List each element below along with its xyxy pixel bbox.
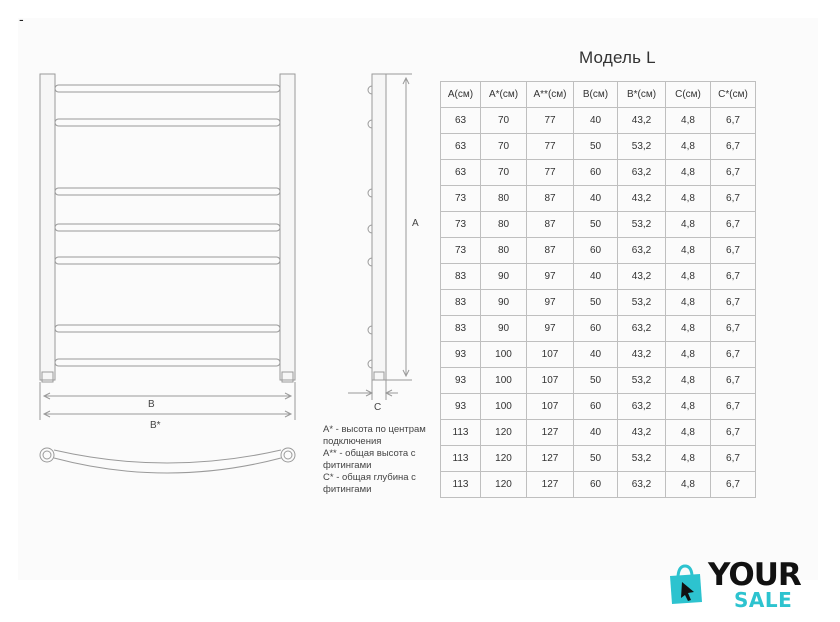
table-cell: 97	[527, 316, 574, 342]
table-cell: 6,7	[711, 212, 756, 238]
table-cell: 6,7	[711, 186, 756, 212]
table-row	[441, 472, 756, 498]
table-cell: 6,7	[711, 238, 756, 264]
table-cell: 107	[527, 368, 574, 394]
column-header: B*(см)	[618, 82, 666, 108]
table-cell: 43,2	[618, 108, 666, 134]
table-cell: 6,7	[711, 420, 756, 446]
side-post	[372, 74, 386, 380]
table-cell: 53,2	[618, 134, 666, 160]
table-row	[441, 264, 756, 290]
table-cell: 83	[441, 264, 481, 290]
logo-word-sale: SALE	[734, 588, 793, 612]
table-cell: 53,2	[618, 290, 666, 316]
table-cell: 6,7	[711, 342, 756, 368]
table-cell: 40	[574, 108, 618, 134]
table-header-row	[441, 82, 756, 108]
table-cell: 53,2	[618, 368, 666, 394]
column-header: A**(см)	[527, 82, 574, 108]
table-cell: 6,7	[711, 316, 756, 342]
table-cell: 83	[441, 290, 481, 316]
table-cell: 43,2	[618, 186, 666, 212]
table-cell: 4,8	[666, 290, 711, 316]
table-cell: 63,2	[618, 238, 666, 264]
dim-c-label: C	[374, 402, 382, 413]
table-cell: 4,8	[666, 238, 711, 264]
table-cell: 120	[481, 472, 527, 498]
table-cell: 73	[441, 238, 481, 264]
table-cell: 127	[527, 446, 574, 472]
table-cell: 93	[441, 342, 481, 368]
table-cell: 4,8	[666, 368, 711, 394]
dim-b-label: B	[148, 399, 155, 410]
column-header: C*(см)	[711, 82, 756, 108]
yoursale-logo	[664, 556, 814, 614]
legend-note: C* - общая глубина с фитингами	[323, 472, 416, 495]
table-cell: 63	[441, 160, 481, 186]
table-cell: 97	[527, 290, 574, 316]
table-cell: 107	[527, 394, 574, 420]
table-cell: 6,7	[711, 290, 756, 316]
table-cell: 127	[527, 420, 574, 446]
table-cell: 120	[481, 420, 527, 446]
table-cell: 93	[441, 394, 481, 420]
column-header: B(см)	[574, 82, 618, 108]
table-cell: 43,2	[618, 342, 666, 368]
table-cell: 4,8	[666, 264, 711, 290]
table-cell: 93	[441, 368, 481, 394]
table-cell: 77	[527, 134, 574, 160]
table-row	[441, 420, 756, 446]
table-cell: 4,8	[666, 394, 711, 420]
table-cell: 63	[441, 108, 481, 134]
table-cell: 60	[574, 238, 618, 264]
table-row	[441, 108, 756, 134]
left-post	[40, 74, 55, 380]
table-cell: 4,8	[666, 212, 711, 238]
table-row	[441, 368, 756, 394]
table-cell: 6,7	[711, 264, 756, 290]
table-row	[441, 238, 756, 264]
table-cell: 100	[481, 394, 527, 420]
table-cell: 4,8	[666, 446, 711, 472]
table-cell: 60	[574, 394, 618, 420]
table-cell: 4,8	[666, 134, 711, 160]
table-cell: 40	[574, 342, 618, 368]
table-body	[441, 108, 756, 498]
legend-notes	[323, 424, 441, 496]
column-header: C(см)	[666, 82, 711, 108]
table-cell: 60	[574, 316, 618, 342]
table-cell: 6,7	[711, 134, 756, 160]
table-cell: 4,8	[666, 342, 711, 368]
table-row	[441, 290, 756, 316]
dimensions-table	[440, 81, 756, 498]
table-cell: 73	[441, 212, 481, 238]
column-header: A(см)	[441, 82, 481, 108]
table-cell: 100	[481, 368, 527, 394]
table-row	[441, 186, 756, 212]
table-cell: 43,2	[618, 264, 666, 290]
table-cell: 4,8	[666, 472, 711, 498]
table-cell: 80	[481, 186, 527, 212]
table-cell: 4,8	[666, 186, 711, 212]
table-cell: 70	[481, 160, 527, 186]
table-cell: 97	[527, 264, 574, 290]
table-cell: 77	[527, 160, 574, 186]
table-row	[441, 316, 756, 342]
table-cell: 60	[574, 160, 618, 186]
side-rung-ends	[368, 86, 372, 368]
table-cell: 73	[441, 186, 481, 212]
dim-b-star-label: B*	[150, 420, 161, 431]
page-marker: -	[19, 11, 24, 27]
table-row	[441, 394, 756, 420]
model-title: Модель L	[579, 48, 656, 67]
right-post	[280, 74, 295, 380]
table-cell: 77	[527, 108, 574, 134]
dim-a-label: A	[412, 218, 419, 229]
table-cell: 63	[441, 134, 481, 160]
table-cell: 6,7	[711, 394, 756, 420]
table-cell: 63,2	[618, 160, 666, 186]
table-cell: 63,2	[618, 316, 666, 342]
table-cell: 40	[574, 186, 618, 212]
table-cell: 40	[574, 264, 618, 290]
table-cell: 120	[481, 446, 527, 472]
table-row	[441, 446, 756, 472]
table-cell: 60	[574, 472, 618, 498]
table-row	[441, 134, 756, 160]
table-cell: 50	[574, 134, 618, 160]
table-row	[441, 212, 756, 238]
table-cell: 113	[441, 472, 481, 498]
table-cell: 113	[441, 446, 481, 472]
table-cell: 70	[481, 134, 527, 160]
table-cell: 90	[481, 290, 527, 316]
shopping-bag-cursor-icon	[664, 562, 708, 608]
table-cell: 50	[574, 290, 618, 316]
table-cell: 50	[574, 212, 618, 238]
table-cell: 4,8	[666, 108, 711, 134]
table-cell: 6,7	[711, 108, 756, 134]
table-cell: 4,8	[666, 316, 711, 342]
table-cell: 90	[481, 264, 527, 290]
legend-note: A* - высота по центрам подключения	[323, 424, 426, 447]
column-header: A*(см)	[481, 82, 527, 108]
table-cell: 4,8	[666, 160, 711, 186]
table-cell: 40	[574, 420, 618, 446]
rungs	[55, 85, 280, 366]
table-cell: 6,7	[711, 472, 756, 498]
table-cell: 50	[574, 368, 618, 394]
table-cell: 63,2	[618, 394, 666, 420]
table-cell: 87	[527, 238, 574, 264]
table-cell: 70	[481, 108, 527, 134]
table-cell: 83	[441, 316, 481, 342]
table-cell: 80	[481, 238, 527, 264]
table-cell: 53,2	[618, 212, 666, 238]
table-row	[441, 160, 756, 186]
table-cell: 6,7	[711, 160, 756, 186]
table-cell: 87	[527, 212, 574, 238]
table-cell: 50	[574, 446, 618, 472]
table-cell: 113	[441, 420, 481, 446]
table-cell: 53,2	[618, 446, 666, 472]
table-cell: 6,7	[711, 446, 756, 472]
table-cell: 43,2	[618, 420, 666, 446]
logo-word-your: YOUR	[708, 557, 801, 593]
table-cell: 87	[527, 186, 574, 212]
table-cell: 63,2	[618, 472, 666, 498]
table-cell: 107	[527, 342, 574, 368]
table-row	[441, 342, 756, 368]
table-cell: 4,8	[666, 420, 711, 446]
table-cell: 127	[527, 472, 574, 498]
table-cell: 100	[481, 342, 527, 368]
table-cell: 90	[481, 316, 527, 342]
table-cell: 80	[481, 212, 527, 238]
legend-note: A** - общая высота с фитингами	[323, 448, 416, 471]
table-cell: 6,7	[711, 368, 756, 394]
